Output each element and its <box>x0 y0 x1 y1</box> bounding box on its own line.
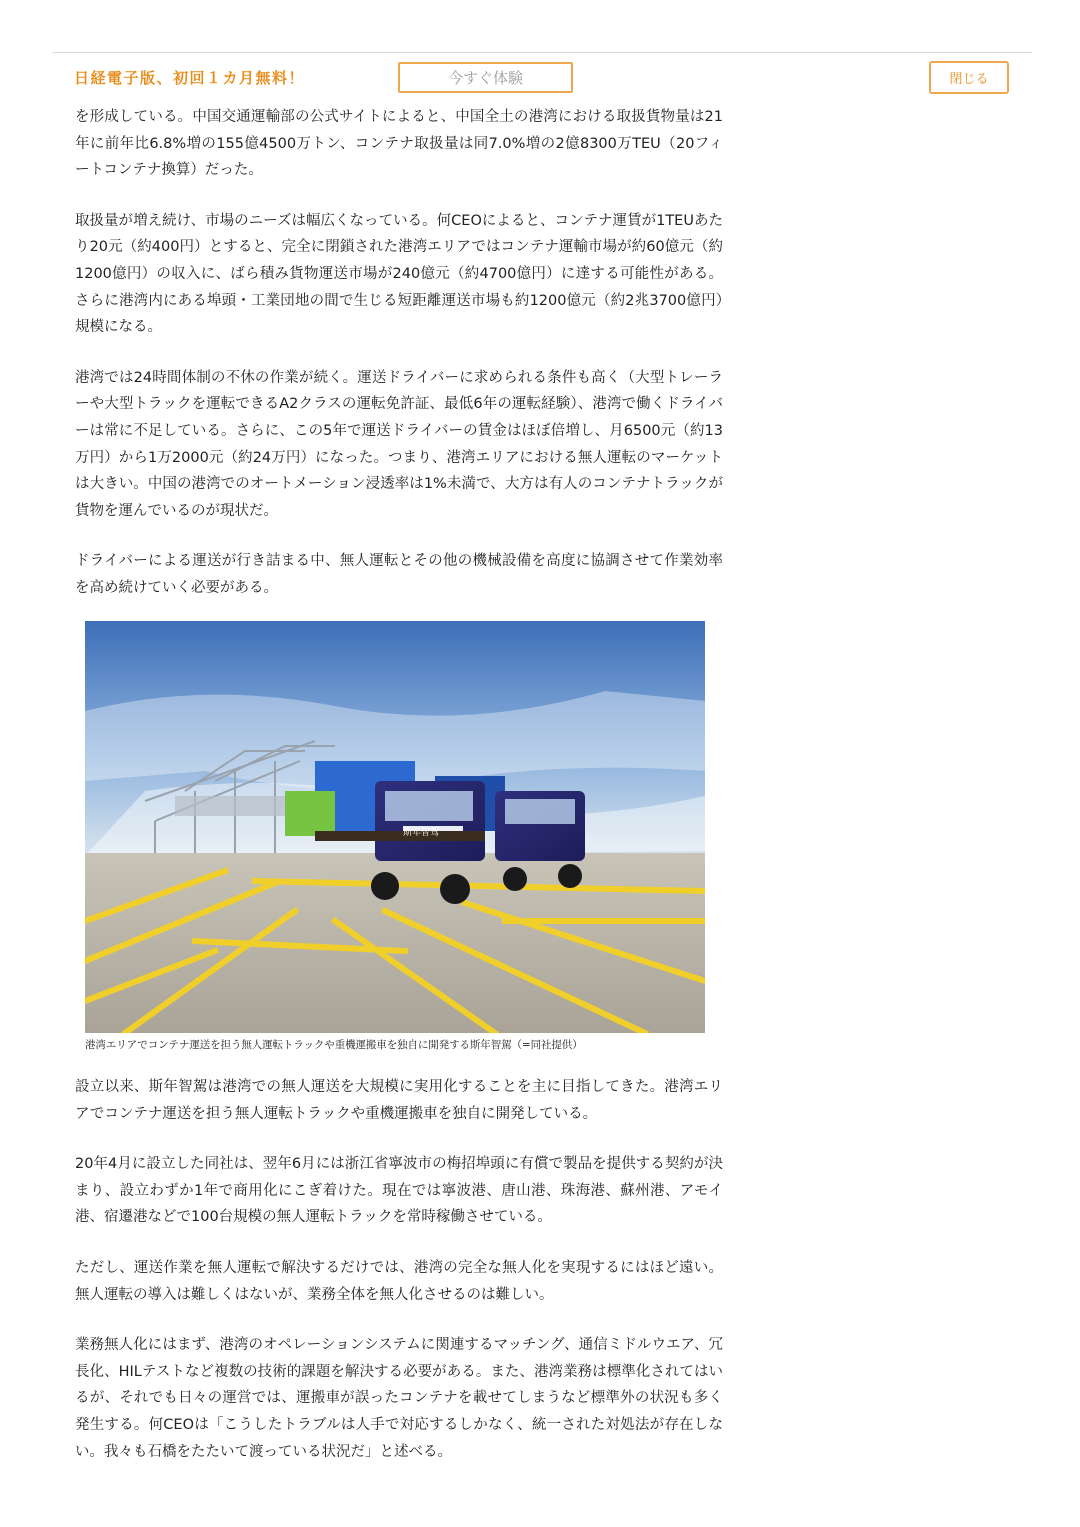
image-caption: 港湾エリアでコンテナ運送を担う無人運転トラックや重機運搬車を独自に開発する斯年智駕（=同社提供） <box>85 1039 583 1051</box>
article-figure <box>85 621 705 1051</box>
article-body-top <box>75 104 723 626</box>
article-paragraph: 港湾では24時間体制の不休の作業が続く。運送ドライバーに求められる条件も高く（大型トレーラーや大型トラックを運転できるA2クラスの運転免許証、最低6年の運転経験）、港湾で働くドライバーは常に不足している。さらに、この5年で運送ドライバーの賃金はほぼ倍増し、月6500元（約13万円）から1万2000元（約24万円）になった。つまり、港湾エリアにおける無人運転のマーケットは大きい。中国の港湾でのオートメーション浸透率は1%未満で、大方は有人のコンテナトラックが貨物を運んでいるのが現状だ。 <box>75 369 723 519</box>
top-divider <box>52 52 1032 53</box>
article-paragraph: ドライバーによる運送が行き詰まる中、無人運転とその他の機械設備を高度に協調させて作業効率を高め続けていく必要がある。 <box>75 553 723 596</box>
article-paragraph: 設立以来、斯年智駕は港湾での無人運送を大規模に実用化することを主に目指してきた。港湾エリアでコンテナ運送を担う無人運転トラックや重機運搬車を独自に開発している。 <box>75 1079 723 1122</box>
article-paragraph: 取扱量が増え続け、市場のニーズは幅広くなっている。何CEOによると、コンテナ運賃が1TEUあたり20元（約400円）とすると、完全に閉鎖された港湾エリアではコンテナ運輸市場が約60億元（約1200億円）の収入に、ばら積み貨物運送市場が240億元（約4700億円）に達する可能性がある。さらに港湾内にある埠頭・工業団地の間で生じる短距離運送市場も約1200億元（約2兆3700億円）規模になる。 <box>75 212 723 336</box>
article-paragraph: を形成している。中国交通運輸部の公式サイトによると、中国全土の港湾における取扱貨物量は21年に前年比6.8%増の155億4500万トン、コンテナ取扱量は同7.0%増の2億8300万TEU（20フィートコンテナ換算）だった。 <box>75 109 723 179</box>
article-body-bottom <box>75 1074 723 1489</box>
close-button[interactable]: 閉じる <box>929 61 1009 94</box>
port-truck-photo <box>85 621 705 1033</box>
truck-cab-text: 斯年智驾 <box>403 828 440 838</box>
article-paragraph: ただし、運送作業を無人運転で解決するだけでは、港湾の完全な無人化を実現するにはほど遠い。無人運転の導入は難しくはないが、業務全体を無人化させるのは難しい。 <box>75 1259 723 1303</box>
try-now-button[interactable]: 今すぐ体験 <box>398 62 573 93</box>
article-paragraph: 20年4月に設立した同社は、翌年6月には浙江省寧波市の梅招埠頭に有償で製品を提供する契約が決まり、設立わずか1年で商用化にこぎ着けた。現在では寧波港、唐山港、珠海港、蘇州港、アモイ港、宿遷港などで100台規模の無人運転トラックを常時稼働させている。 <box>75 1156 723 1226</box>
article-paragraph: 業務無人化にはまず、港湾のオペレーションシステムに関連するマッチング、通信ミドルウエア、冗長化、HILテストなど複数の技術的課題を解決する必要がある。また、港湾業務は標準化されてはいるが、それでも日々の運営では、運搬車が誤ったコンテナを載せてしまうなど標準外の状況も多く発生する。何CEOは「こうしたトラブルは人手で対応するしかなく、統一された対処法が存在しない。我々も石橋をたたいて渡っている状況だ」と述べる。 <box>75 1337 723 1460</box>
promo-banner-text: 日経電子版、初回１カ月無料！ <box>74 69 306 87</box>
